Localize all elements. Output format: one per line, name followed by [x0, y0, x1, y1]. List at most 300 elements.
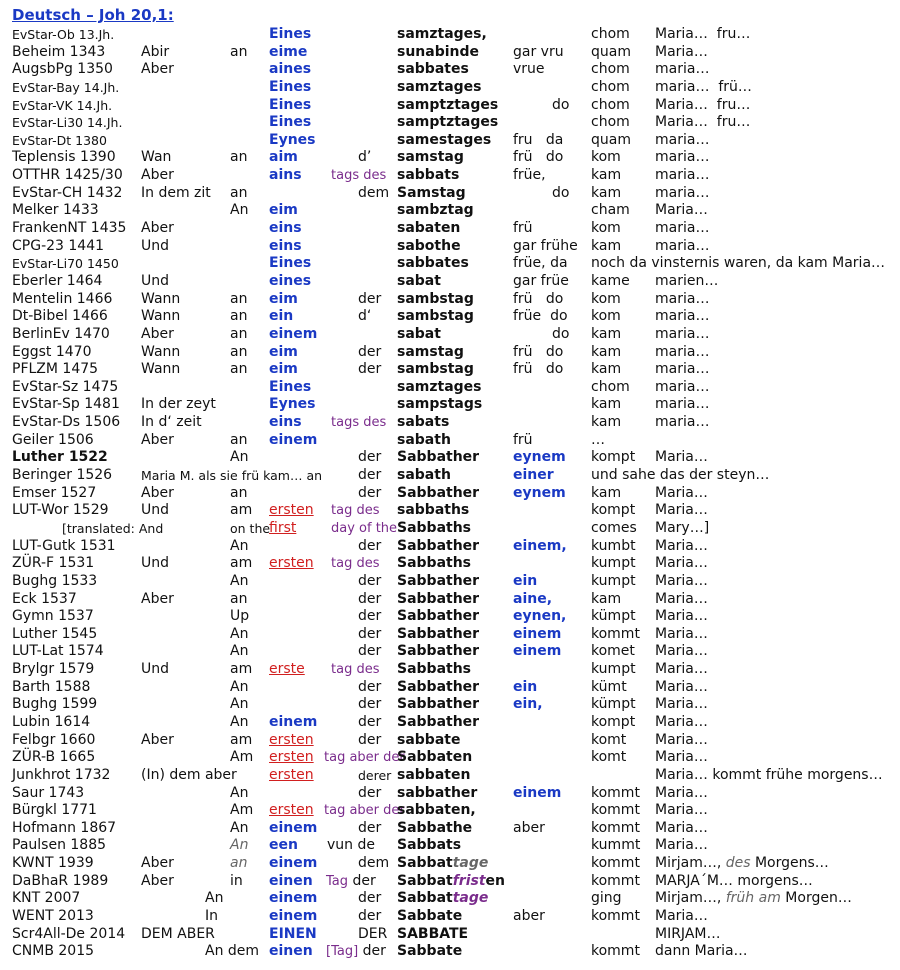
cell-subject: Maria… fru… — [655, 96, 751, 113]
cell-article: der — [358, 608, 382, 625]
cell-preposition: An — [230, 643, 249, 660]
source-label: Bughg 1599 — [12, 696, 98, 713]
cell-intro: Aber — [141, 167, 174, 184]
source-label: OTTHR 1425/30 — [12, 167, 123, 184]
source-label: Geiler 1506 — [12, 431, 94, 448]
cell-sabbath: sampstags — [397, 396, 483, 413]
cell-intro: Und — [141, 502, 170, 519]
cell-sabbath — [397, 890, 488, 908]
cell-subject — [655, 890, 852, 908]
cell-verb: ging — [591, 890, 622, 907]
cell-verb: kam — [591, 396, 622, 413]
table-row — [0, 890, 900, 908]
cell-verb: comes — [591, 519, 637, 536]
cell-sabbath-part: Sabbat — [397, 855, 453, 872]
source-label: CPG-23 1441 — [12, 237, 105, 254]
cell-sabbath: sabbaten, — [397, 802, 476, 819]
cell-preposition: an — [230, 184, 248, 201]
cell-time: einem, — [513, 537, 567, 554]
cell-numeral: ersten — [269, 502, 314, 519]
cell-verb: kam — [591, 361, 622, 378]
cell-verb: chom — [591, 114, 630, 131]
cell-time: früe do — [513, 308, 568, 325]
cell-preposition: Am — [230, 802, 254, 819]
cell-preposition: an — [230, 325, 248, 342]
cell-article: tag aber der — [324, 750, 405, 766]
cell-sabbath: sabath — [397, 431, 451, 448]
source-label: ZÜR-B 1665 — [12, 749, 96, 766]
cell-subject: Maria… — [655, 713, 708, 730]
source-label: Luther 1545 — [12, 625, 98, 642]
cell-time: einer — [513, 467, 554, 484]
table-row — [0, 255, 900, 273]
cell-subject: maria… — [655, 378, 710, 395]
cell-numeral: einem — [269, 713, 318, 730]
cell-sabbath: sambstag — [397, 290, 474, 307]
cell-sabbath: sabbaten — [397, 766, 471, 783]
cell-time: eynem — [513, 449, 566, 466]
cell-verb: kam — [591, 237, 622, 254]
cell-verb: noch da vinsternis waren, da kam Maria… — [591, 255, 886, 272]
cell-subject: Maria… — [655, 661, 708, 678]
table-row — [0, 767, 900, 785]
source-label: Emser 1527 — [12, 484, 97, 501]
cell-article: der — [358, 290, 382, 307]
table-row — [0, 502, 900, 520]
cell-preposition: An — [230, 572, 249, 589]
cell-preposition: An — [230, 537, 249, 554]
cell-numeral: Eines — [269, 255, 312, 272]
cell-subject: Maria… — [655, 608, 708, 625]
cell-subject: Maria… — [655, 643, 708, 660]
source-label: Saur 1743 — [12, 784, 85, 801]
cell-subject: maria… — [655, 167, 710, 184]
table-row — [0, 202, 900, 220]
cell-verb: quam — [591, 131, 631, 148]
cell-article: der — [358, 343, 382, 360]
cell-intro: Aber — [141, 325, 174, 342]
cell-time: frü do — [513, 343, 564, 360]
cell-subject: maria… — [655, 184, 710, 201]
cell-time: frü do — [513, 361, 564, 378]
source-label: LUT-Wor 1529 — [12, 502, 109, 519]
cell-subject: Maria… — [655, 555, 708, 572]
cell-preposition: an — [230, 290, 248, 307]
cell-numeral: Eynes — [269, 131, 316, 148]
source-label: KWNT 1939 — [12, 855, 94, 872]
cell-preposition: am — [230, 555, 253, 572]
cell-verb: chom — [591, 78, 630, 95]
cell-article: tag des — [331, 662, 380, 678]
cell-article: der — [358, 590, 382, 607]
cell-subject: Maria… — [655, 590, 708, 607]
cell-time: frü do — [513, 290, 564, 307]
cell-intro: Abir — [141, 43, 170, 60]
table-row — [0, 732, 900, 750]
cell-preposition: an — [230, 43, 248, 60]
cell-verb: kommt — [591, 872, 640, 889]
cell-verb: kümpt — [591, 696, 636, 713]
source-label: EvStar-Sp 1481 — [12, 396, 120, 413]
source-label: Eberler 1464 — [12, 272, 103, 289]
source-label: Eck 1537 — [12, 590, 77, 607]
table-row — [0, 291, 900, 309]
cell-article: tag des — [331, 556, 380, 572]
cell-preposition: am — [230, 502, 253, 519]
cell-subject: Maria… — [655, 837, 708, 854]
cell-time: einem — [513, 643, 562, 660]
cell-subject: Maria… — [655, 696, 708, 713]
cell-subject-part: Morgen… — [780, 890, 852, 907]
cell-subject: maria… — [655, 343, 710, 360]
cell-subject: Maria… — [655, 43, 708, 60]
cell-sabbath: Sabbather — [397, 625, 480, 642]
cell-article: dem — [358, 184, 390, 201]
cell-intro: Aber — [141, 590, 174, 607]
cell-preposition: Up — [230, 608, 250, 625]
cell-sabbath-part: frist — [452, 872, 486, 889]
table-row — [0, 344, 900, 362]
cell-article: der — [358, 784, 382, 801]
cell-sabbath: SABBATE — [397, 925, 469, 942]
table-row — [0, 943, 900, 961]
cell-preposition: an — [230, 149, 248, 166]
cell-sabbath: Sabbather — [397, 643, 480, 660]
cell-intro: Aber — [141, 484, 174, 501]
cell-verb: cham — [591, 202, 630, 219]
cell-sabbath-part: Sabbat — [397, 890, 453, 907]
cell-intro: Wann — [141, 361, 181, 378]
cell-intro: Wann — [141, 290, 181, 307]
cell-intro: Und — [141, 237, 170, 254]
cell-subject: Maria… — [655, 802, 708, 819]
cell-sabbath: Sabbaths — [397, 661, 472, 678]
cell-preposition: An — [230, 819, 249, 836]
cell-preposition: am — [230, 661, 253, 678]
cell-preposition: An — [230, 784, 249, 801]
cell-article: der — [358, 713, 382, 730]
cell-verb: kam — [591, 414, 622, 431]
source-label: EvStar-Li30 14.Jh. — [12, 115, 123, 131]
cell-numeral: erste — [269, 661, 305, 678]
cell-subject: Maria… — [655, 537, 708, 554]
cell-subject: Maria… — [655, 449, 708, 466]
source-label: Lubin 1614 — [12, 713, 91, 730]
cell-preposition: on the — [230, 520, 271, 536]
cell-subject: maria… — [655, 61, 710, 78]
cell-sabbath: sabothe — [397, 237, 461, 254]
cell-verb: kam — [591, 343, 622, 360]
cell-verb: kommt — [591, 625, 640, 642]
table-row — [0, 61, 900, 79]
cell-subject: Maria… — [655, 202, 708, 219]
source-label: Teplensis 1390 — [12, 149, 116, 166]
cell-preposition: am — [230, 731, 253, 748]
cell-sabbath: Sabbather — [397, 590, 480, 607]
cell-verb: kümpt — [591, 608, 636, 625]
table-row — [0, 114, 900, 132]
cell-article: der — [358, 731, 382, 748]
cell-intro: (In) dem aber — [141, 766, 237, 783]
cell-numeral: eins — [269, 414, 302, 431]
cell-sabbath: sunabinde — [397, 43, 480, 60]
cell-subject-part: Mirjam…, — [655, 855, 726, 872]
cell-article: der — [358, 908, 382, 925]
cell-preposition: In — [205, 908, 219, 925]
cell-sabbath: Sabbaths — [397, 519, 472, 536]
cell-article — [326, 943, 386, 961]
cell-article: vun de — [327, 837, 375, 854]
cell-time: gar früe — [513, 272, 569, 289]
cell-time: eynem — [513, 484, 566, 501]
cell-numeral: einem — [269, 890, 318, 907]
cell-time: gar vru — [513, 43, 564, 60]
cell-sabbath: Sabbather — [397, 537, 480, 554]
cell-sabbath-part: tage — [452, 890, 489, 907]
cell-article: der — [358, 696, 382, 713]
cell-article: tag des — [331, 503, 380, 519]
source-label: BerlinEv 1470 — [12, 325, 110, 342]
cell-verb: chom — [591, 26, 630, 42]
cell-sabbath: sabbather — [397, 784, 478, 801]
table-row — [0, 555, 900, 573]
table-row — [0, 238, 900, 256]
cell-sabbath: sabbates — [397, 255, 469, 272]
cell-article: der — [358, 537, 382, 554]
cell-sabbath: Sabbather — [397, 484, 480, 501]
cell-sabbath: sabaten — [397, 220, 461, 237]
cell-article: der — [358, 890, 382, 907]
cell-numeral: ersten — [269, 749, 314, 766]
source-label: LUT-Gutk 1531 — [12, 537, 116, 554]
table-row — [0, 185, 900, 203]
cell-intro: [translated: And — [62, 520, 164, 536]
cell-preposition: An — [230, 202, 249, 219]
cell-preposition: An — [230, 713, 249, 730]
cell-sabbath: sabbates — [397, 61, 469, 78]
cell-numeral: Eynes — [269, 396, 316, 413]
cell-sabbath: sambstag — [397, 361, 474, 378]
cell-subject-part: des — [725, 855, 751, 872]
table-row — [0, 449, 900, 467]
cell-sabbath — [397, 855, 488, 873]
table-row — [0, 679, 900, 697]
verse-comparison-table — [0, 26, 900, 961]
cell-numeral: aines — [269, 61, 312, 78]
cell-subject: maria… — [655, 149, 710, 166]
cell-sabbath: Sabbate — [397, 943, 463, 960]
cell-numeral: eines — [269, 272, 312, 289]
cell-article: tags des — [331, 168, 387, 184]
table-row — [0, 802, 900, 820]
table-row — [0, 820, 900, 838]
cell-article: der — [358, 484, 382, 501]
table-row — [0, 361, 900, 379]
cell-subject: MIRJAM… — [655, 925, 721, 942]
cell-article: DER — [358, 925, 388, 942]
cell-time: do — [552, 184, 570, 201]
cell-numeral: ains — [269, 167, 302, 184]
source-label: EvStar-Dt 1380 — [12, 132, 107, 148]
table-row — [0, 26, 900, 44]
source-label: PFLZM 1475 — [12, 361, 99, 378]
table-row — [0, 749, 900, 767]
source-label: EvStar-Ob 13.Jh. — [12, 27, 115, 42]
cell-numeral: first — [269, 519, 297, 536]
cell-intro: Und — [141, 661, 170, 678]
cell-article: day of the — [331, 520, 398, 536]
cell-sabbath: sabat — [397, 272, 441, 289]
cell-verb: kam — [591, 167, 622, 184]
cell-sabbath: Sabbather — [397, 696, 480, 713]
cell-verb: … — [591, 431, 605, 448]
cell-article: der — [358, 625, 382, 642]
table-row — [0, 855, 900, 873]
cell-numeral: Eines — [269, 26, 312, 42]
table-row — [0, 326, 900, 344]
cell-article — [326, 873, 376, 891]
cell-time: frü — [513, 431, 533, 448]
cell-sabbath: Sabbather — [397, 449, 480, 466]
table-row — [0, 220, 900, 238]
cell-sabbath: Sabbaths — [397, 555, 472, 572]
cell-preposition: an — [230, 590, 248, 607]
cell-sabbath: samestages — [397, 131, 492, 148]
cell-time: ein — [513, 572, 538, 589]
cell-intro: Wann — [141, 308, 181, 325]
cell-article-part: der — [358, 943, 386, 960]
cell-subject: MARJA´M… morgens… — [655, 872, 813, 889]
cell-verb: kommt — [591, 908, 640, 925]
cell-numeral: ersten — [269, 555, 314, 572]
cell-sabbath: samztages — [397, 78, 482, 95]
source-label: Mentelin 1466 — [12, 290, 113, 307]
cell-numeral: einen — [269, 872, 313, 889]
source-label: Beringer 1526 — [12, 467, 113, 484]
cell-sabbath: sabat — [397, 325, 441, 342]
cell-subject: maria… — [655, 361, 710, 378]
cell-preposition: An — [230, 837, 249, 854]
cell-article-part: [Tag] — [326, 944, 359, 960]
cell-sabbath: Sabbaten — [397, 749, 473, 766]
cell-subject-part: früh am — [725, 890, 781, 907]
cell-numeral: eime — [269, 43, 308, 60]
cell-intro: Maria M. als sie frü kam… an — [141, 468, 323, 484]
table-row — [0, 273, 900, 291]
table-row — [0, 79, 900, 97]
table-row — [0, 873, 900, 891]
cell-subject: Maria… — [655, 625, 708, 642]
cell-article: tag aber der — [324, 803, 405, 819]
cell-time: früe, da — [513, 255, 568, 272]
cell-numeral: Eines — [269, 96, 312, 113]
cell-numeral: eim — [269, 202, 298, 219]
cell-subject: Maria… fru… — [655, 26, 751, 42]
cell-subject: Maria… — [655, 572, 708, 589]
cell-verb: kam — [591, 184, 622, 201]
cell-verb: kom — [591, 149, 621, 166]
cell-time: einem — [513, 625, 562, 642]
cell-article: dem — [358, 855, 390, 872]
source-label: ZÜR-F 1531 — [12, 555, 95, 572]
table-row — [0, 149, 900, 167]
cell-sabbath: sabath — [397, 467, 451, 484]
cell-preposition: An — [230, 625, 249, 642]
cell-article: der — [358, 467, 382, 484]
cell-subject: Maria… fru… — [655, 114, 751, 131]
cell-sabbath: sambztag — [397, 202, 474, 219]
cell-sabbath: samstag — [397, 343, 464, 360]
cell-preposition: An — [230, 449, 249, 466]
source-label: EvStar-VK 14.Jh. — [12, 97, 113, 113]
cell-article-part: Tag — [326, 873, 349, 889]
cell-verb: kommt — [591, 855, 640, 872]
cell-sabbath-part: en — [485, 872, 506, 889]
source-label: Eggst 1470 — [12, 343, 92, 360]
cell-subject: maria… — [655, 396, 710, 413]
cell-article: der — [358, 678, 382, 695]
cell-verb: kom — [591, 220, 621, 237]
cell-verb: komet — [591, 643, 635, 660]
cell-numeral: Eines — [269, 78, 312, 95]
source-label: WENT 2013 — [12, 908, 94, 925]
cell-subject: maria… — [655, 325, 710, 342]
cell-sabbath: Sabbate — [397, 908, 463, 925]
cell-verb: kommt — [591, 784, 640, 801]
cell-time: ein, — [513, 696, 543, 713]
cell-subject: Maria… kommt frühe morgens… — [655, 766, 883, 783]
cell-verb: kommt — [591, 943, 640, 960]
table-row — [0, 573, 900, 591]
table-row — [0, 396, 900, 414]
cell-verb: und sahe das der steyn… — [591, 467, 770, 484]
cell-sabbath: Sabbather — [397, 713, 480, 730]
cell-article: der — [358, 449, 382, 466]
cell-preposition: an — [230, 484, 248, 501]
source-label: EvStar-CH 1432 — [12, 184, 123, 201]
source-label: Felbgr 1660 — [12, 731, 96, 748]
table-row — [0, 485, 900, 503]
table-row — [0, 132, 900, 150]
cell-article: der — [358, 819, 382, 836]
cell-time: do — [552, 96, 570, 113]
cell-intro: Aber — [141, 61, 174, 78]
cell-article: der — [358, 572, 382, 589]
cell-numeral: EINEN — [269, 925, 317, 942]
cell-time: früe, — [513, 167, 546, 184]
cell-sabbath: Sabbats — [397, 837, 462, 854]
cell-subject: Maria… — [655, 502, 708, 519]
cell-preposition: an — [230, 855, 248, 872]
source-label: Beheim 1343 — [12, 43, 106, 60]
cell-verb: kümt — [591, 678, 627, 695]
cell-article: d’ — [358, 149, 372, 166]
source-label: Hofmann 1867 — [12, 819, 117, 836]
cell-preposition: an — [230, 431, 248, 448]
cell-subject — [655, 855, 829, 873]
cell-numeral: ersten — [269, 766, 314, 783]
source-label: EvStar-Sz 1475 — [12, 378, 119, 395]
cell-subject: Maria… — [655, 484, 708, 501]
cell-intro: Und — [141, 555, 170, 572]
cell-intro: In d‘ zeit — [141, 414, 202, 431]
cell-sabbath: sabats — [397, 414, 450, 431]
cell-subject: Maria… — [655, 749, 708, 766]
cell-subject: maria… — [655, 237, 710, 254]
cell-subject: maria… — [655, 414, 710, 431]
cell-intro: Wan — [141, 149, 172, 166]
cell-numeral: een — [269, 837, 298, 854]
